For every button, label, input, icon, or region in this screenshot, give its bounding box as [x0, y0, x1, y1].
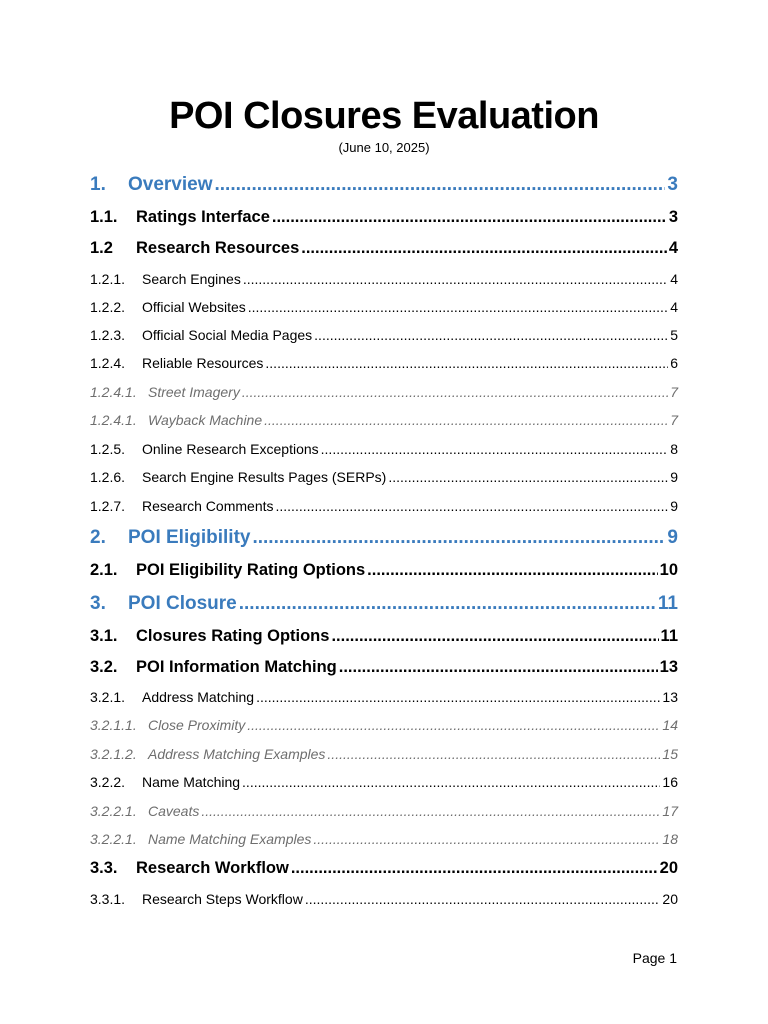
toc-leader	[388, 469, 668, 485]
toc-leader	[291, 859, 658, 878]
toc-number: 3.2.2.	[90, 774, 126, 790]
toc-leader	[314, 327, 668, 343]
toc-leader	[327, 746, 660, 762]
page-number: Page 1	[632, 950, 677, 966]
toc-label: Wayback Machine	[148, 412, 263, 428]
toc-page: 6	[670, 355, 678, 371]
toc-number: 3.2.1.1.	[90, 717, 137, 733]
toc-label: Overview	[128, 174, 213, 195]
toc-leader	[265, 355, 668, 371]
toc-number: 1.2.5.	[90, 441, 126, 457]
toc-label: Search Engines	[142, 271, 241, 287]
toc-entry-research-workflow[interactable]	[90, 859, 678, 878]
toc-entry-research-steps-workflow[interactable]	[90, 891, 678, 907]
toc-leader	[305, 891, 661, 907]
toc-number: 2.	[90, 527, 106, 548]
toc-page: 20	[662, 891, 678, 907]
toc-label: Street Imagery	[148, 384, 240, 400]
toc-label: POI Eligibility Rating Options	[136, 561, 366, 579]
toc-label: Reliable Resources	[142, 355, 264, 371]
toc-entry-caveats[interactable]	[90, 803, 678, 819]
document-date: (June 10, 2025)	[338, 140, 430, 155]
toc-number: 3.2.1.	[90, 689, 126, 705]
toc-page: 10	[659, 561, 678, 579]
toc-page: 7	[670, 384, 678, 400]
toc-label: Closures Rating Options	[136, 627, 330, 645]
toc-page: 3	[668, 208, 678, 226]
toc-page: 3	[667, 174, 678, 195]
toc-number: 3.2.	[90, 658, 118, 676]
toc-leader	[272, 208, 667, 227]
toc-entry-serps[interactable]	[90, 469, 678, 485]
toc-number: 1.2.4.	[90, 355, 126, 371]
toc-entry-online-research-exceptions[interactable]	[90, 441, 678, 457]
toc-entry-address-matching[interactable]	[90, 689, 678, 705]
toc-page: 5	[670, 327, 678, 343]
toc-page: 11	[660, 627, 678, 645]
toc-page: 13	[662, 689, 678, 705]
toc-label: Research Workflow	[136, 859, 289, 877]
toc-label: Online Research Exceptions	[142, 441, 319, 457]
toc-page: 4	[668, 239, 678, 257]
toc-label: Name Matching	[142, 774, 241, 790]
toc-entry-eligibility-rating-options[interactable]	[90, 561, 678, 580]
toc-page: 4	[670, 299, 678, 315]
toc-label: Address Matching Examples	[148, 746, 326, 762]
toc-entry-reliable-resources[interactable]	[90, 355, 678, 371]
toc-page: 4	[670, 271, 678, 287]
toc-number: 2.1.	[90, 561, 118, 579]
toc-page: 14	[662, 717, 678, 733]
toc-entry-name-matching-examples[interactable]	[90, 831, 678, 847]
toc-number: 1.1.	[90, 208, 118, 226]
toc-entry-poi-eligibility[interactable]	[90, 527, 678, 549]
toc-entry-overview[interactable]	[90, 174, 678, 196]
toc-leader	[248, 299, 668, 315]
toc-number: 3.	[90, 593, 106, 614]
toc-page: 11	[657, 593, 678, 614]
toc-entry-wayback-machine[interactable]	[90, 412, 678, 428]
toc-leader	[242, 774, 660, 790]
toc-label: Research Resources	[136, 239, 300, 257]
toc-page: 9	[670, 469, 678, 485]
toc-page: 8	[670, 441, 678, 457]
toc-entry-name-matching[interactable]	[90, 774, 678, 790]
toc-number: 3.3.1.	[90, 891, 126, 907]
toc-leader	[215, 174, 666, 196]
toc-entry-address-matching-examples[interactable]	[90, 746, 678, 762]
toc-entry-poi-information-matching[interactable]	[90, 658, 678, 677]
toc-page: 9	[667, 527, 678, 548]
toc-number: 3.3.	[90, 859, 118, 877]
toc-number: 1.2	[90, 239, 113, 257]
toc-page: 7	[670, 412, 678, 428]
toc-label: Search Engine Results Pages (SERPs)	[142, 469, 387, 485]
toc-page: 17	[662, 803, 678, 819]
toc-number: 1.2.4.1.	[90, 384, 137, 400]
toc-number: 3.1.	[90, 627, 118, 645]
toc-number: 3.2.2.1.	[90, 831, 137, 847]
toc-label: Address Matching	[142, 689, 255, 705]
toc-page: 18	[662, 831, 678, 847]
toc-label: POI Eligibility	[128, 527, 251, 548]
toc-entry-close-proximity[interactable]	[90, 717, 678, 733]
toc-page: 9	[670, 498, 678, 514]
toc-label: Official Websites	[142, 299, 246, 315]
toc-leader	[201, 803, 660, 819]
toc-entry-poi-closure[interactable]	[90, 593, 678, 615]
toc-number: 1.2.7.	[90, 498, 126, 514]
toc-leader	[276, 498, 669, 514]
toc-label: Name Matching Examples	[148, 831, 312, 847]
toc-entry-official-social-media[interactable]	[90, 327, 678, 343]
toc-leader	[331, 627, 658, 646]
toc-label: Ratings Interface	[136, 208, 270, 226]
toc-leader	[239, 593, 656, 615]
toc-leader	[247, 717, 660, 733]
toc-number: 1.2.1.	[90, 271, 126, 287]
toc-number: 1.2.2.	[90, 299, 126, 315]
toc-number: 1.2.4.1.	[90, 412, 137, 428]
toc-label: Caveats	[148, 803, 200, 819]
toc-page: 16	[662, 774, 678, 790]
toc-leader	[321, 441, 669, 457]
toc-entry-official-websites[interactable]	[90, 299, 678, 315]
toc-leader	[264, 412, 668, 428]
toc-number: 3.2.2.1.	[90, 803, 137, 819]
toc-number: 1.2.3.	[90, 327, 126, 343]
toc-leader	[242, 384, 668, 400]
toc-number: 1.2.6.	[90, 469, 126, 485]
toc-leader	[301, 239, 667, 258]
toc-entry-ratings-interface[interactable]	[90, 208, 678, 227]
toc-entry-research-comments[interactable]	[90, 498, 678, 514]
toc-number: 1.	[90, 174, 106, 195]
toc-leader	[252, 527, 665, 549]
toc-label: Official Social Media Pages	[142, 327, 313, 343]
toc-leader	[313, 831, 660, 847]
toc-label: POI Closure	[128, 593, 237, 614]
toc-leader	[367, 561, 657, 580]
toc-number: 3.2.1.2.	[90, 746, 137, 762]
toc-leader	[339, 658, 658, 677]
toc-leader	[243, 271, 668, 287]
toc-label: Close Proximity	[148, 717, 246, 733]
toc-page: 20	[659, 859, 678, 877]
toc-label: Research Steps Workflow	[142, 891, 303, 907]
toc-entry-research-resources[interactable]	[90, 239, 678, 258]
toc-page: 13	[659, 658, 678, 676]
toc-label: Research Comments	[142, 498, 274, 514]
toc-entry-street-imagery[interactable]	[90, 384, 678, 400]
toc-entry-closures-rating-options[interactable]	[90, 627, 678, 646]
toc-leader	[256, 689, 660, 705]
toc-entry-search-engines[interactable]	[90, 271, 678, 287]
toc-page: 15	[662, 746, 678, 762]
toc-label: POI Information Matching	[136, 658, 337, 676]
document-title: POI Closures Evaluation	[169, 95, 599, 137]
